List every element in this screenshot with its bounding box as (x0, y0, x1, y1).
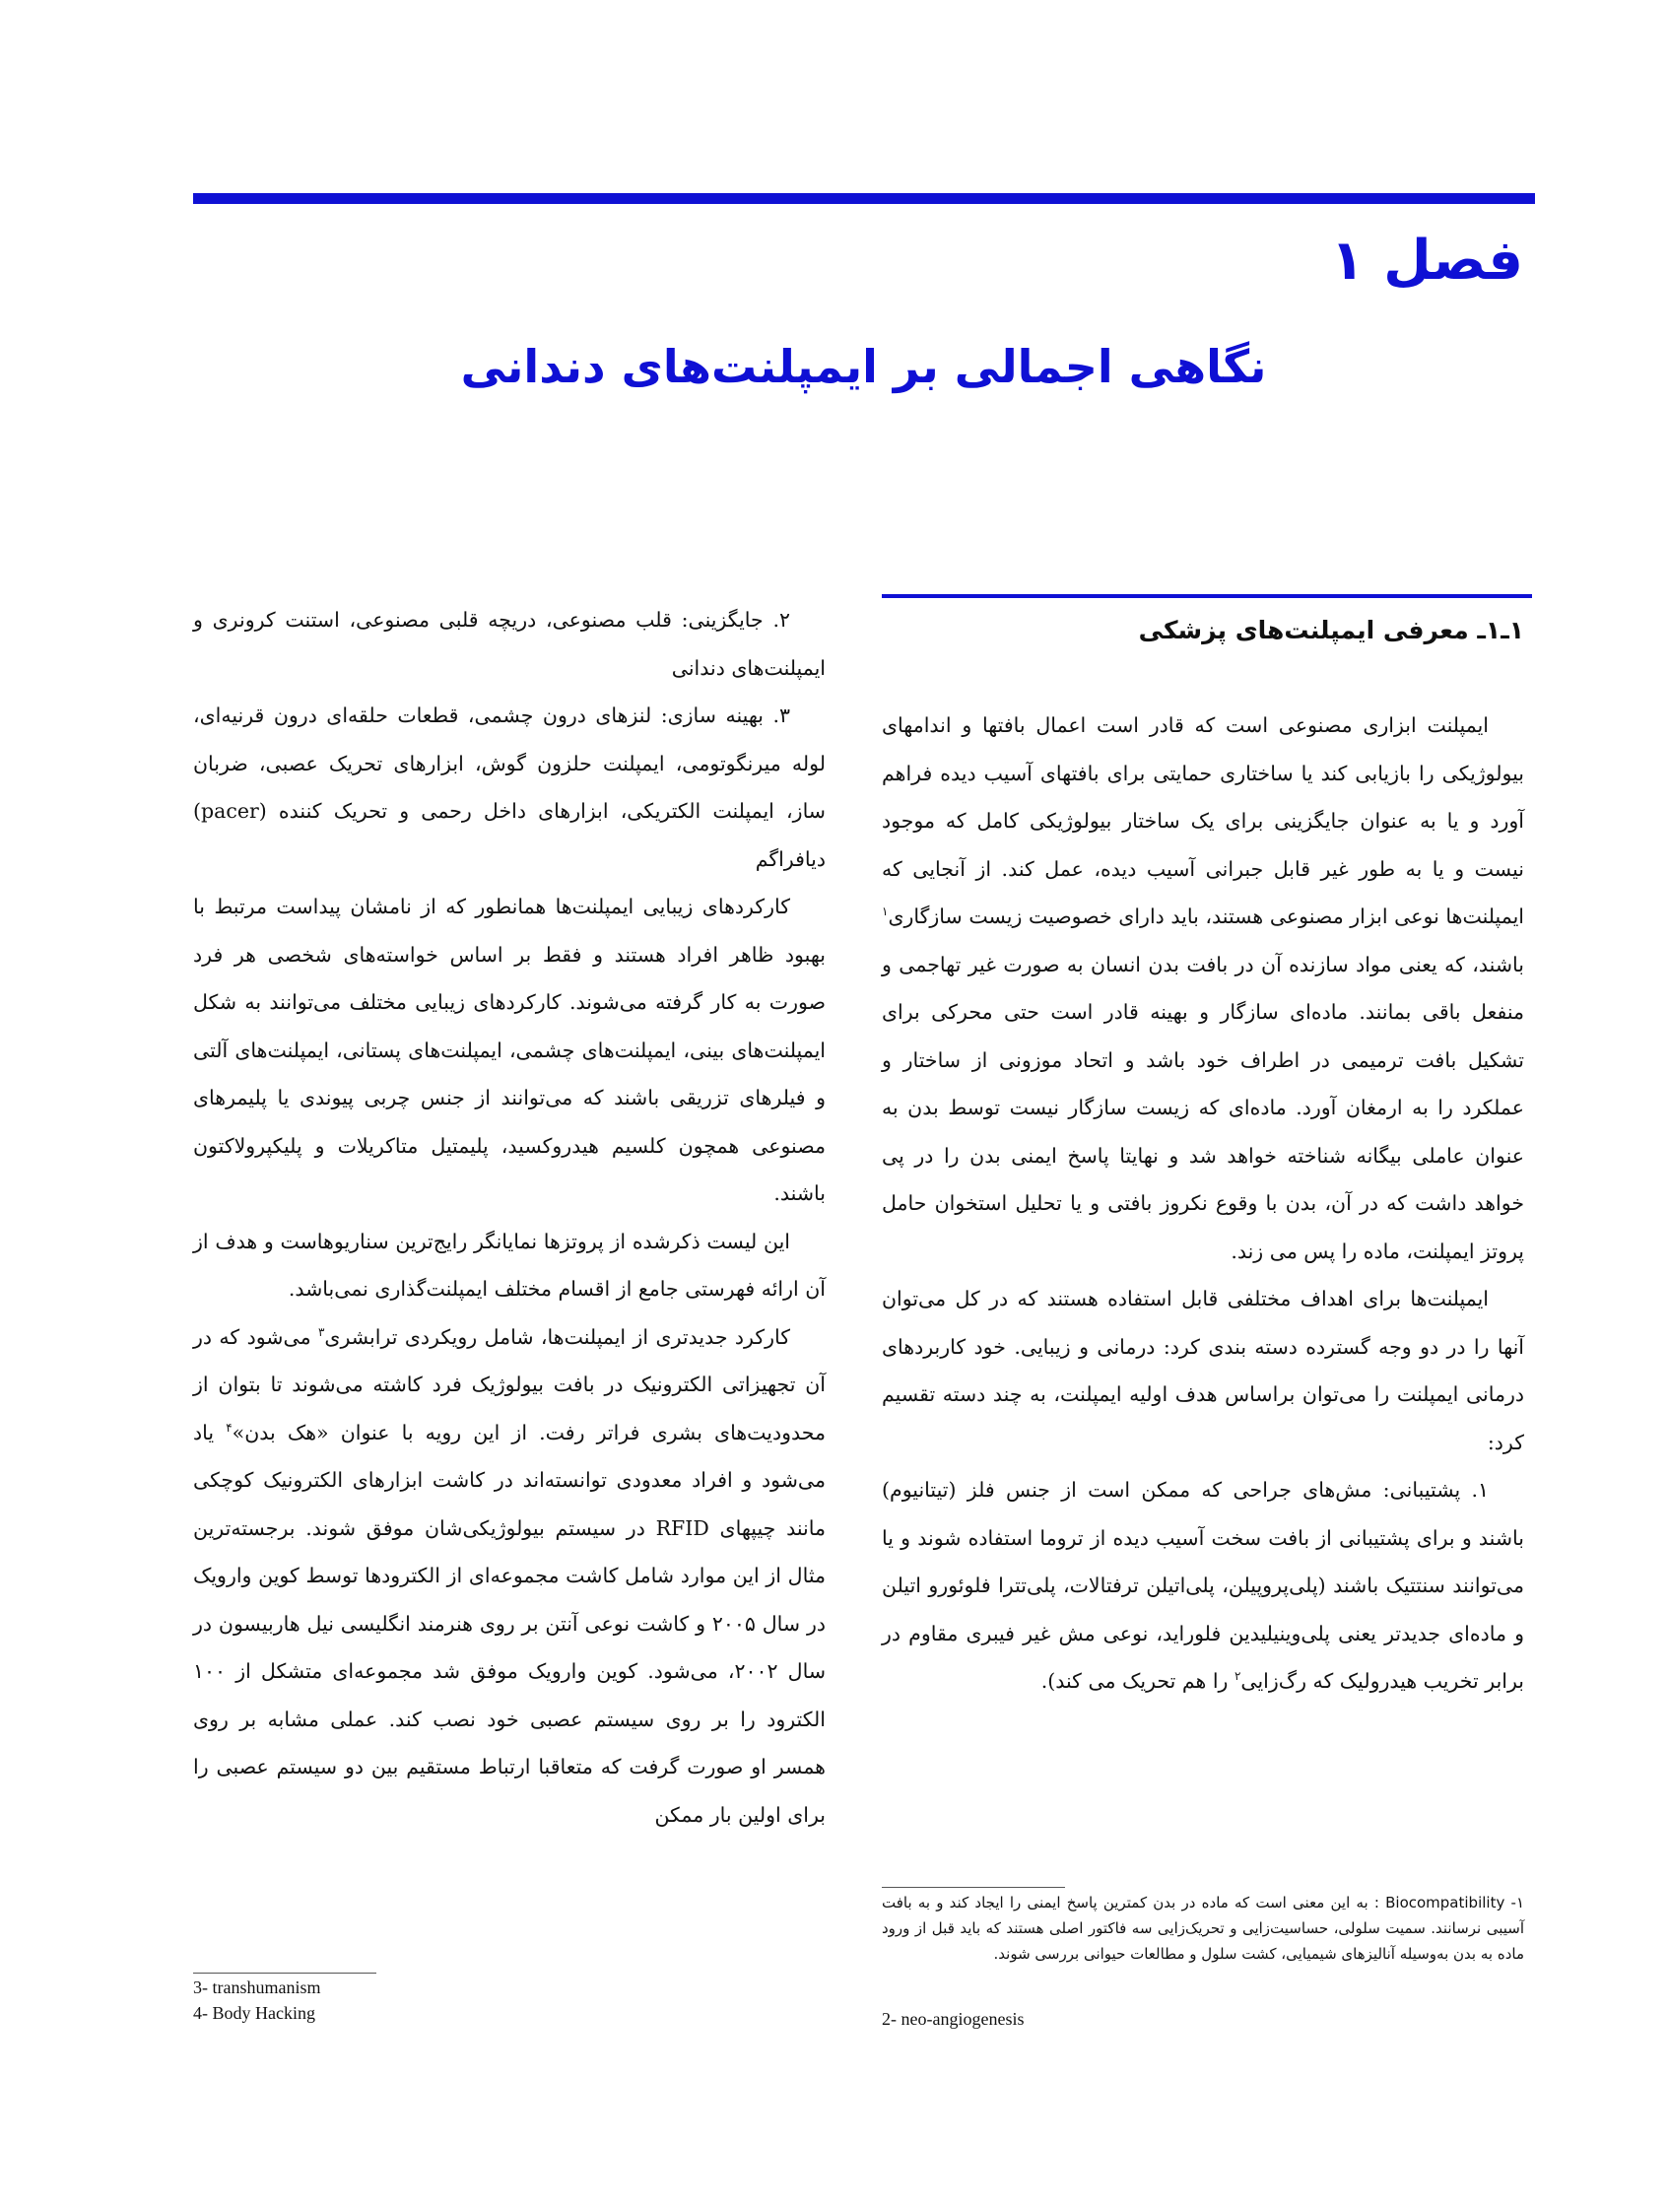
list-item-replacement: ۲. جایگزینی: قلب مصنوعی، دریچه قلبی مصنوعی، استنت کرونری و ایمپلنت‌های دندانی (193, 608, 826, 680)
footnote-divider (193, 1973, 376, 1974)
list-item-support (882, 1466, 1524, 1706)
chapter-label: فصل ۱ (1330, 229, 1523, 293)
footnote-1: ۱- Biocompatibility : به این معنی است که ماده در بدن کمترین پاسخ ایمنی را ایجاد کند و به بافت آسیبی نرسانند. سمیت سلولی، حساسیت‌زایی و تحریک‌زایی سه فاکتور اصلی هستند که باید قبل از ورود ماده به بدن به‌وسیله آنالیزهای شیمیایی، کشت سلول و مطالعات حیوانی بررسی شوند. (882, 1894, 1524, 1963)
paragraph-text: ایمپلنت ابزاری مصنوعی است که قادر است اعمال بافتها و اندامهای بیولوژیکی را بازیابی کند یا ساختاری حمایتی برای بافتهای آسیب دیده فراهم آورد و یا به عنوان جایگزینی برای یک ساختار بیولوژیکی کامل که موجود نیست و یا به طور غیر قابل جبرانی آسیب دیده، عمل کند. از آنجایی که ایمپلنت‌ها نوعی ابزار مصنوعی هستند، باید دارای خصوصیت زیست سازگاری (882, 713, 1524, 928)
footnote-ref-2: ۲ (1234, 1669, 1241, 1684)
paragraph-text: باشند، که یعنی مواد سازنده آن در بافت بدن انسان به صورت غیر تهاجمی و منفعل باقی بمانند. ماده‌ای سازگار و بهینه قادر است حتی محرکی برای تشکیل بافت ترمیمی در اطراف خود باشد و اتحاد موزونی از ساختار و عملکرد را به ارمغان آورد. ماده‌ای که زیست سازگار نیست توسط بدن به عنوان عاملی بیگانه شناخته خواهد شد و نهایتا پاسخ ایمنی بدن را در پی خواهد داشت که در آن، بدن با وقوع نکروز بافتی و یا تحلیل استخوان حامل پروتز ایمپلنت، ماده را پس می زند. (882, 952, 1524, 1263)
footnote-divider (882, 1887, 1065, 1888)
paragraph-text: می‌شود که در آن تجهیزاتی الکترونیک در بافت بیولوژیک فرد کاشته می‌شوند تا بتوان از محدودیت‌های بشری فراتر رفت. از این رویه با عنوان «هک بدن» (193, 1324, 826, 1444)
paragraph-text: یاد می‌شود و افراد معدودی توانسته‌اند در کاشت ابزارهای الکترونیک کوچکی مانند چیپهای RFID در سیستم بیولوژیکی‌شان موفق شوند. برجسته‌ترین مثال از این موارد شامل کاشت مجموعه‌ای از الکترودها توسط کوین وارویک در سال ۲۰۰۵ و کاشت نوعی آنتن بر روی هنرمند انگلیسی نیل هاربیسون در سال ۲۰۰۲، می‌شود. کوین وارویک موفق شد مجموعه‌ای متشکل از ۱۰۰ الکترود را بر روی سیستم عصبی خود نصب کند. عملی مشابه بر روی همسر او صورت گرفت که متعاقبا ارتباط مستقیم بین دو سیستم عصبی را برای اولین بار ممکن (193, 1420, 826, 1827)
footnote-ref-4: ۴ (226, 1420, 233, 1435)
footnote-2: 2- neo-angiogenesis (882, 2009, 1025, 2029)
paragraph-text: کارکرد جدیدتری از ایمپلنت‌ها، شامل رویکردی ترابشری (324, 1324, 790, 1349)
paragraph-text: را هم تحریک می کند). (1040, 1669, 1234, 1693)
footnote-3: 3- transhumanism (193, 1977, 321, 1997)
footnotes-left (193, 1975, 607, 2026)
paragraph-text: ۱. پشتیبانی: مش‌های جراحی که ممکن است از جنس فلز (تیتانیوم) باشند و برای پشتیبانی از بافت سخت آسیب دیده از تروما استفاده شوند و یا می‌توانند سنتتیک باشند (پلی‌پروپیلن، پلی‌اتیلن ترفتالات، پلی‌تترا فلوئورو اتیلن و ماده‌ای جدیدتر یعنی پلی‌وینیلیدین فلوراید، نوعی مش غیر فیبری مقاوم در برابر تخریب هیدرولیک که رگ‌زایی (882, 1478, 1524, 1693)
footnote-4: 4- Body Hacking (193, 2003, 315, 2023)
paragraph-list-note: این لیست ذکرشده از پروتزها نمایانگر رایج‌ترین سناریوهاست و هدف از آن ارائه فهرستی جامع از اقسام مختلف ایمپلنت‌گذاری نمی‌باشد. (193, 1229, 826, 1301)
list-item-optimization: ۳. بهینه سازی: لنزهای درون چشمی، قطعات حلقه‌ای درون قرنیه‌ای، لوله میرنگوتومی، ایمپلنت حلزون گوش، ابزارهای تحریک عصبی، ضربان ساز، ایمپلنت الکتریکی، ابزارهای داخل رحمی و تحریک کننده (pacer) دیافراگم (193, 704, 826, 871)
left-column (193, 596, 826, 1839)
paragraph-transhumanism (193, 1313, 826, 1840)
chapter-title: نگاهی اجمالی بر ایمپلنت‌های دندانی (460, 340, 1267, 393)
paragraph-implant-uses: ایمپلنت‌ها برای اهداف مختلفی قابل استفاده هستند که در کل می‌توان آنها را در دو وجه گسترده دسته بندی کرد: درمانی و زیبایی. خود کاربردهای درمانی ایمپلنت را می‌توان براساس هدف اولیه ایمپلنت، به چند دسته تقسیم کرد: (882, 1287, 1524, 1454)
top-rule (193, 193, 1535, 204)
footnote-ref-3: ۳ (317, 1324, 325, 1339)
section-heading: ۱ـ۱ـ معرفی ایمپلنت‌های پزشکی (1138, 616, 1524, 644)
right-column (882, 591, 1524, 1706)
paragraph-implant-definition (882, 702, 1524, 1275)
footnote-ref-1: ۱ (882, 905, 889, 919)
paragraph-cosmetic: کارکردهای زیبایی ایمپلنت‌ها همانطور که از نامشان پیداست مرتبط با بهبود ظاهر افراد هستند و فقط بر اساس خواسته‌های شخصی هر فرد صورت به کار گرفته می‌شوند. کارکردهای زیبایی مختلف می‌توانند به شکل ایمپلنت‌های بینی، ایمپلنت‌های چشمی، ایمپلنت‌های پستانی، ایمپلنت‌های آلتی و فیلرهای تزریقی باشند که می‌توانند از جنس چربی پیوندی یا پلیمرهای مصنوعی همچون کلسیم هیدروکسید، پلیمتیل متاکریلات و پلیکپرولاکتون باشند. (193, 895, 826, 1205)
